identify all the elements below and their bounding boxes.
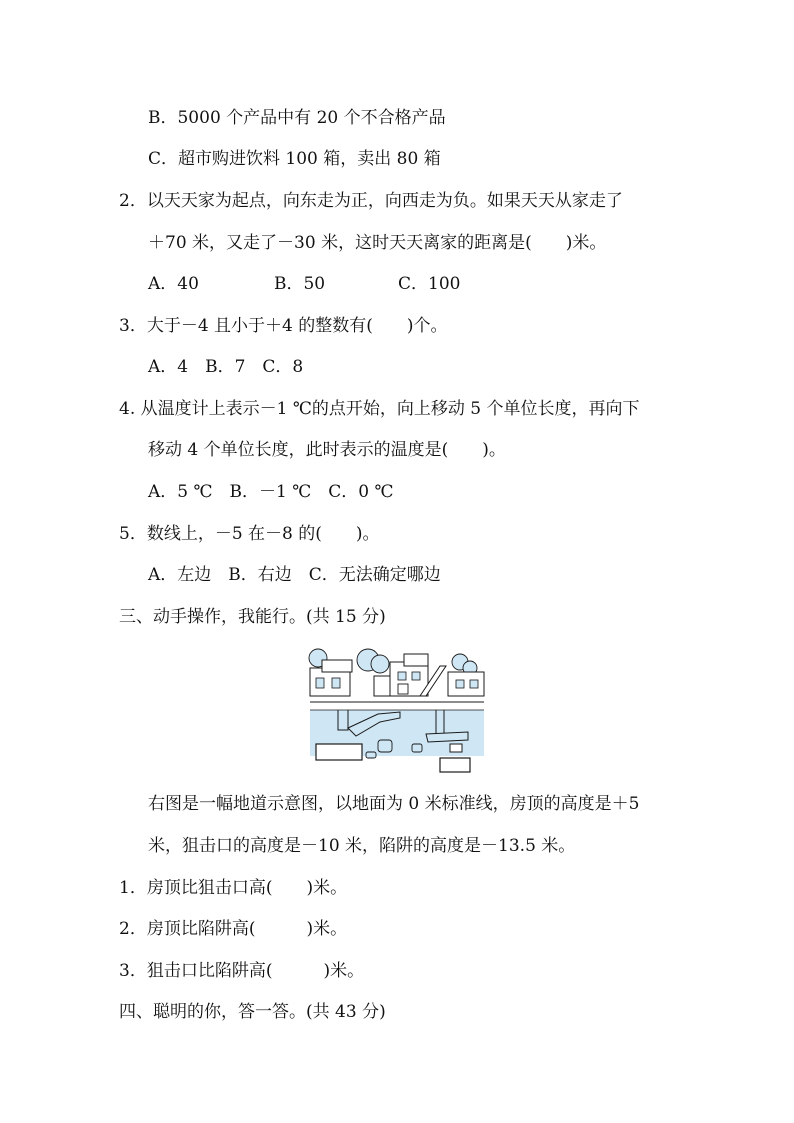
section-3-title: 三、动手操作，我能行。(共 15 分) [119,607,386,627]
question-3: 3．大于－4 且小于＋4 的整数有( )个。 [119,316,448,336]
section-3-question-1: 1．房顶比狙击口高( )米。 [119,878,348,898]
q2-option-a: A．40 [148,274,199,294]
section-4-title: 四、聪明的你，答一答。(共 43 分) [119,1002,386,1022]
q2-option-b: B．50 [274,274,326,294]
section-3-question-3: 3．狙击口比陷阱高( )米。 [119,961,365,981]
option-c: C．超市购进饮料 100 箱，卖出 80 箱 [148,149,441,169]
section-3-question-2: 2．房顶比陷阱高( )米。 [119,919,348,939]
description-line-2: 米，狙击口的高度是－10 米，陷阱的高度是－13.5 米。 [148,836,576,856]
question-2-line-2: ＋70 米，又走了－30 米，这时天天离家的距离是( )米。 [148,233,607,253]
question-5: 5．数线上，－5 在－8 的( )。 [119,524,380,544]
option-b: B．5000 个产品中有 20 个不合格产品 [148,108,446,128]
question-5-options: A．左边 B．右边 C．无法确定哪边 [148,565,441,585]
question-4-line-1: 4. 从温度计上表示－1 ℃的点开始，向上移动 5 个单位长度，再向下 [119,399,640,419]
question-4-options: A．5 ℃ B．－1 ℃ C．0 ℃ [148,482,394,502]
question-3-options: A．4 B．7 C．8 [148,357,304,377]
question-4-line-2: 移动 4 个单位长度，此时表示的温度是( )。 [148,440,506,460]
question-2-line-1: 2．以天天家为起点，向东走为正，向西走为负。如果天天从家走了 [119,191,623,211]
question-2-options [148,273,460,295]
q2-option-c: C．100 [398,274,461,294]
tunnel-diagram-icon [308,640,486,776]
description-line-1: 右图是一幅地道示意图，以地面为 0 米标准线，房顶的高度是＋5 [148,794,640,814]
